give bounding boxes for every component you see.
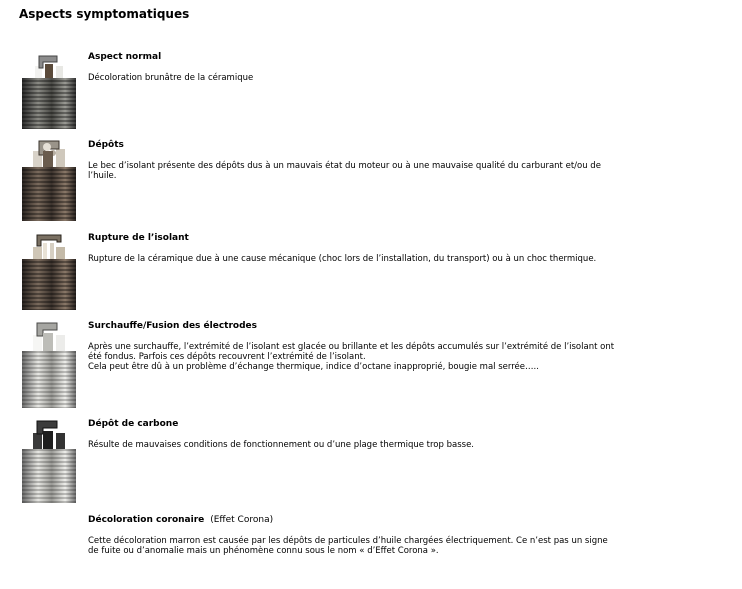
entry-title: Aspect normal bbox=[88, 52, 162, 62]
spark-plug-overheated-icon bbox=[19, 319, 79, 408]
description-line: Après une surchauffe, l’extrémité de l’isolant est glacée ou brillante et les dépôts accumulés sur l’extrémité de l’isolant ont été fondus. Parfois ces dépôts recouvrent l’extrémité de l’isolant. bbox=[88, 342, 615, 362]
description-line: Rupture de la céramique due à une cause mécanique (choc lors de l’installation, du transport) ou à un choc thermique. bbox=[88, 254, 597, 264]
spark-plug-carbon-icon bbox=[19, 417, 79, 503]
description-line: Résulte de mauvaises conditions de fonctionnement ou d’une plage thermique trop basse. bbox=[88, 440, 474, 450]
spark-plug-normal-icon bbox=[19, 52, 79, 129]
description-line: Cette décoloration marron est causée par les dépôts de particules d’huile chargées électriquement. Ce n’est pas un signe de fuite ou d’anomalie mais un phénomène connu sous le nom « d’Effet Corona ». bbox=[88, 536, 608, 556]
entry-description bbox=[88, 254, 618, 264]
entry-title: Dépôts bbox=[88, 140, 124, 150]
entry-description bbox=[88, 536, 618, 556]
spark-plug-deposits-icon bbox=[19, 137, 79, 221]
entry-title-note: (Effet Corona) bbox=[210, 515, 274, 525]
entry-title bbox=[88, 515, 273, 525]
description-line: Cela peut être dû à un problème d’échange thermique, indice d’octane inapproprié, bougie mal serrée….. bbox=[88, 362, 539, 372]
entry-description bbox=[88, 161, 618, 181]
description-line: Le bec d’isolant présente des dépôts dus à un mauvais état du moteur ou à une mauvaise qualité du carburant et/ou de l’huile. bbox=[88, 161, 601, 181]
description-line: Décoloration brunâtre de la céramique bbox=[88, 73, 254, 83]
page-title: Aspects symptomatiques bbox=[19, 7, 190, 21]
entry-description bbox=[88, 440, 618, 450]
spark-plug-broken-insulator-icon bbox=[19, 229, 79, 310]
entry-title: Dépôt de carbone bbox=[88, 419, 179, 429]
entry-title: Surchauffe/Fusion des électrodes bbox=[88, 321, 257, 331]
entry-title-text: Décoloration coronaire bbox=[88, 515, 205, 525]
entry-title: Rupture de l’isolant bbox=[88, 233, 189, 243]
entry-description bbox=[88, 342, 618, 372]
entry-description bbox=[88, 73, 618, 83]
